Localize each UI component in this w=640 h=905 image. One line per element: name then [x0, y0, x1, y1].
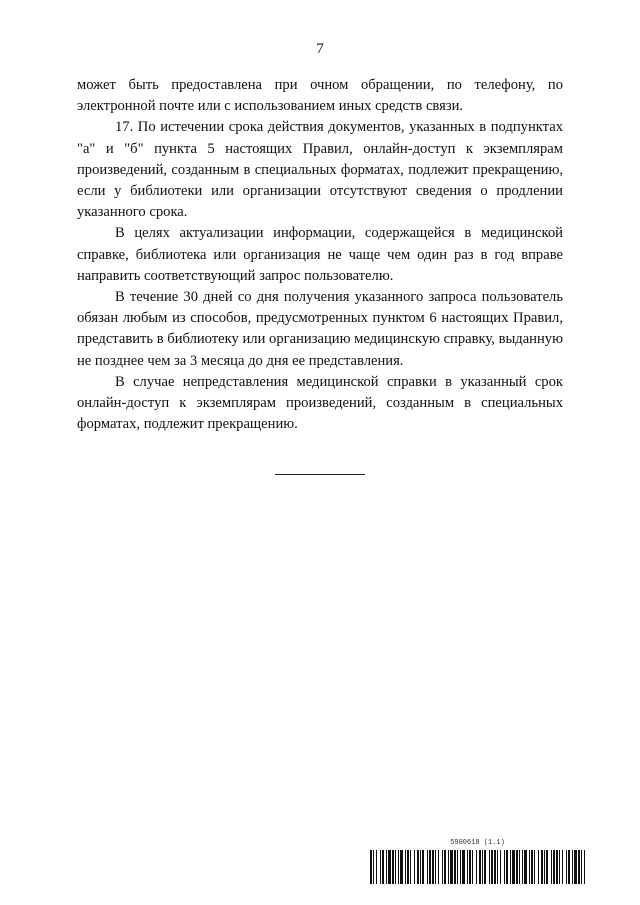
paragraph-info-update: В целях актуализации информации, содержащейся в медицинской справке, библиотека или организация не чаще чем один раз в год вправе направить соответствующий запрос пользователю.: [77, 225, 563, 284]
paragraph-30-days: В течение 30 дней со дня получения указанного запроса пользователь обязан любым из способов, предусмотренных пунктом 6 настоящих Правил, представить в библиотеку или организацию медицинскую справку, выданную не позднее чем за 3 месяца до дня ее представления.: [77, 289, 563, 369]
barcode-code: 5900618 (1.1): [450, 839, 505, 847]
paragraph-termination: В случае непредставления медицинской справки в указанный срок онлайн-доступ к экземплярам произведений, созданным в специальных форматах, подлежит прекращению.: [77, 373, 563, 433]
paragraph-continuation: может быть предоставлена при очном обращении, по телефону, по электронной почте или с использованием иных средств связи.: [77, 77, 563, 115]
paragraph-item-17: 17. По истечении срока действия документов, указанных в подпунктах "а" и "б" пункта 5 настоящих Правил, онлайн-доступ к экземплярам произведений, созданным в специальных форматах, подлежит прекращению, если у библиотеки или организации отсутствуют сведения о продлении указанного срока.: [77, 119, 563, 221]
barcode-bars: [370, 850, 585, 884]
barcode: [370, 839, 585, 885]
end-divider: [275, 474, 365, 475]
document-body: [77, 75, 563, 435]
page-number: 7: [316, 41, 324, 57]
